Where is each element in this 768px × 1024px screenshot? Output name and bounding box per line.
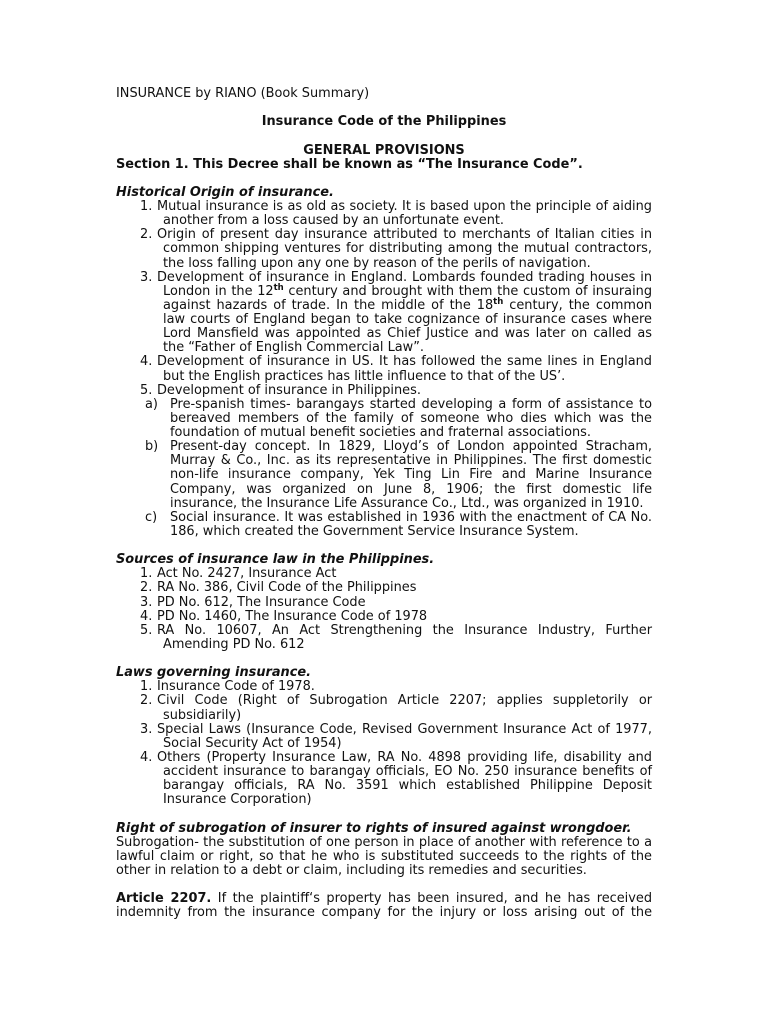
item-line xyxy=(116,271,652,285)
item-text: RA No. 386, Civil Code of the Philippines xyxy=(157,580,417,596)
item-text: 186, which created the Government Service Insurance System. xyxy=(170,523,579,539)
list-item xyxy=(116,355,652,383)
list-item xyxy=(116,680,652,694)
item-text: insurance, the Insurance Life Assurance Co., Ltd., was organized in 1910. xyxy=(170,495,644,511)
item-line xyxy=(116,596,652,610)
list-number: 3. xyxy=(140,721,153,737)
item-text: the “Father of English Commercial Law”. xyxy=(163,340,424,356)
paragraph-line: indemnity from the insurance company for the injury or loss arising out of the xyxy=(116,905,652,921)
spacer xyxy=(116,807,652,821)
item-line xyxy=(116,200,652,214)
item-line xyxy=(116,228,652,242)
item-text: century and brought with them the custom of insuraing xyxy=(283,283,652,299)
spacer xyxy=(116,172,652,186)
item-line xyxy=(116,440,652,454)
item-text: accident insurance to barangay officials, EO No. 250 insurance benefits of xyxy=(163,764,652,779)
list-item xyxy=(116,596,652,610)
item-text: the loss falling upon any one by reason of the perils of navigation. xyxy=(163,255,591,271)
item-line xyxy=(116,680,652,694)
section-heading: Right of subrogation of insurer to rights of insured against wrongdoer. xyxy=(116,820,632,836)
historical-origin-section xyxy=(116,186,652,539)
list-item xyxy=(116,200,652,228)
item-text: Murray & Co., Inc. as its representative in Philippines. The first domestic xyxy=(170,453,652,469)
article-2207-section xyxy=(116,892,652,920)
list-number: 4. xyxy=(140,749,153,765)
item-text: another from a loss caused by an unfortunate event. xyxy=(163,213,505,229)
list-number: 2. xyxy=(140,693,153,709)
spacer xyxy=(116,101,652,115)
item-text: Development of insurance in US. It has followed the same lines in England xyxy=(157,354,652,370)
list-number: 4. xyxy=(140,354,153,370)
spacer xyxy=(116,129,652,143)
item-text: century, the common xyxy=(503,297,652,313)
item-text: Development of insurance in Philippines. xyxy=(157,382,421,398)
item-text: bereaved members of the family of someone who dies which was the xyxy=(170,410,652,426)
paragraph-line: Subrogation- the substitution of one person in place of another with reference to a xyxy=(116,834,652,850)
item-text: Amending PD No. 612 xyxy=(163,636,305,652)
item-text: against hazards of trade. In the middle of the 18 xyxy=(163,297,494,313)
item-text: Social insurance. It was established in 1936 with the enactment of CA No. xyxy=(170,509,652,525)
paragraph-text: If the plaintiff‘s property has been insured, and he has received xyxy=(211,891,652,907)
superscript: th xyxy=(273,282,284,293)
list-item xyxy=(116,581,652,595)
list-item xyxy=(116,751,652,808)
spacer xyxy=(116,878,652,892)
item-text: RA No. 10607, An Act Strengthening the Insurance Industry, Further xyxy=(157,622,652,638)
list-letter: c) xyxy=(145,509,158,525)
item-line xyxy=(116,624,652,638)
list-letter: b) xyxy=(145,439,159,455)
list-number: 1. xyxy=(140,566,153,582)
sub-list-item xyxy=(116,511,652,539)
document-body xyxy=(116,87,652,920)
document-title: INSURANCE by RIANO (Book Summary) xyxy=(116,86,370,101)
item-text: foundation of mutual benefit societies and fraternal associations. xyxy=(170,425,591,440)
list-number: 3. xyxy=(140,594,153,610)
list-item xyxy=(116,723,652,751)
section-heading: Historical Origin of insurance. xyxy=(116,184,334,200)
item-text: Insurance Corporation) xyxy=(163,792,312,808)
item-line xyxy=(116,610,652,624)
list-number: 5. xyxy=(140,622,153,638)
item-text: Pre-spanish times- barangays started developing a form of assistance to xyxy=(170,396,652,412)
spacer xyxy=(116,652,652,666)
list-item xyxy=(116,694,652,722)
section-heading: Sources of insurance law in the Philippines. xyxy=(116,552,435,568)
item-line xyxy=(116,567,652,581)
item-text: Insurance Code of 1978. xyxy=(157,679,315,695)
section-heading: Laws governing insurance. xyxy=(116,665,312,681)
item-text: London in the 12 xyxy=(163,283,274,299)
item-text: common shipping ventures for distributing among the mutual contractors, xyxy=(163,241,652,257)
item-text: but the English practices has little influence to that of the US’. xyxy=(163,368,566,384)
list-number: 1. xyxy=(140,199,153,214)
item-text: Act No. 2427, Insurance Act xyxy=(157,566,337,582)
item-text: subsidiarily) xyxy=(163,707,242,723)
item-text: Present-day concept. In 1829, Lloyd’s of London appointed Stracham, xyxy=(170,439,652,455)
item-text: Social Security Act of 1954) xyxy=(163,735,342,751)
list-letter: a) xyxy=(145,396,158,412)
item-text: Others (Property Insurance Law, RA No. 4898 providing life, disability and xyxy=(157,749,652,765)
part-title: GENERAL PROVISIONS xyxy=(303,142,465,158)
article-label: Article 2207. xyxy=(116,891,212,907)
item-line xyxy=(116,296,652,313)
item-line xyxy=(116,694,652,708)
list-item xyxy=(116,228,652,270)
superscript: th xyxy=(493,296,504,307)
paragraph-line: lawful claim or right, so that he who is substituted succeeds to the rights of the xyxy=(116,848,652,864)
item-text: PD No. 612, The Insurance Code xyxy=(157,594,366,610)
item-text: non-life insurance company, Yek Ting Lin Fire and Marine Insurance xyxy=(170,467,652,483)
item-line xyxy=(116,398,652,412)
item-text: Mutual insurance is as old as society. It is based upon the principle of aiding xyxy=(157,199,652,214)
list-item xyxy=(116,610,652,624)
subrogation-section xyxy=(116,822,652,879)
list-number: 5. xyxy=(140,382,153,398)
sources-section xyxy=(116,553,652,652)
item-line xyxy=(116,581,652,595)
code-title: Insurance Code of the Philippines xyxy=(261,114,507,130)
list-number: 2. xyxy=(140,580,153,596)
list-item xyxy=(116,567,652,581)
item-text: Origin of present day insurance attributed to merchants of Italian cities in xyxy=(157,227,652,243)
paragraph-line: other in relation to a debt or claim, including its remedies and securities. xyxy=(116,862,587,878)
sub-list-item xyxy=(116,440,652,511)
item-line xyxy=(116,723,652,737)
paragraph-line xyxy=(116,892,652,906)
item-line xyxy=(116,511,652,525)
item-text: Civil Code (Right of Subrogation Article 2207; applies suppletorily or xyxy=(157,693,652,709)
section-1-text: Section 1. This Decree shall be known as “The Insurance Code”. xyxy=(116,156,583,172)
item-text: Special Laws (Insurance Code, Revised Government Insurance Act of 1977, xyxy=(157,721,652,737)
sub-list-item xyxy=(116,398,652,440)
list-item xyxy=(116,624,652,652)
spacer xyxy=(116,539,652,553)
item-text: Development of insurance in England. Lombards founded trading houses in xyxy=(157,269,652,285)
list-item xyxy=(116,384,652,398)
item-text: PD No. 1460, The Insurance Code of 1978 xyxy=(157,608,428,624)
laws-governing-section xyxy=(116,666,652,807)
item-line xyxy=(116,282,652,299)
item-line xyxy=(116,751,652,765)
item-text: barangay officials, RA No. 3591 which established Philippine Deposit xyxy=(163,778,652,794)
item-line xyxy=(116,384,652,398)
item-text: Company, was organized on June 8, 1906; the first domestic life xyxy=(170,481,652,497)
list-number: 3. xyxy=(140,269,153,285)
item-text: Lord Mansfield was appointed as Chief Justice and was later on called as xyxy=(163,326,652,342)
item-line xyxy=(116,355,652,369)
item-text: law courts of England began to take cognizance of insurance cases where xyxy=(163,312,652,327)
list-number: 4. xyxy=(140,608,153,624)
list-item xyxy=(116,271,652,356)
list-number: 2. xyxy=(140,227,153,243)
list-number: 1. xyxy=(140,679,153,695)
